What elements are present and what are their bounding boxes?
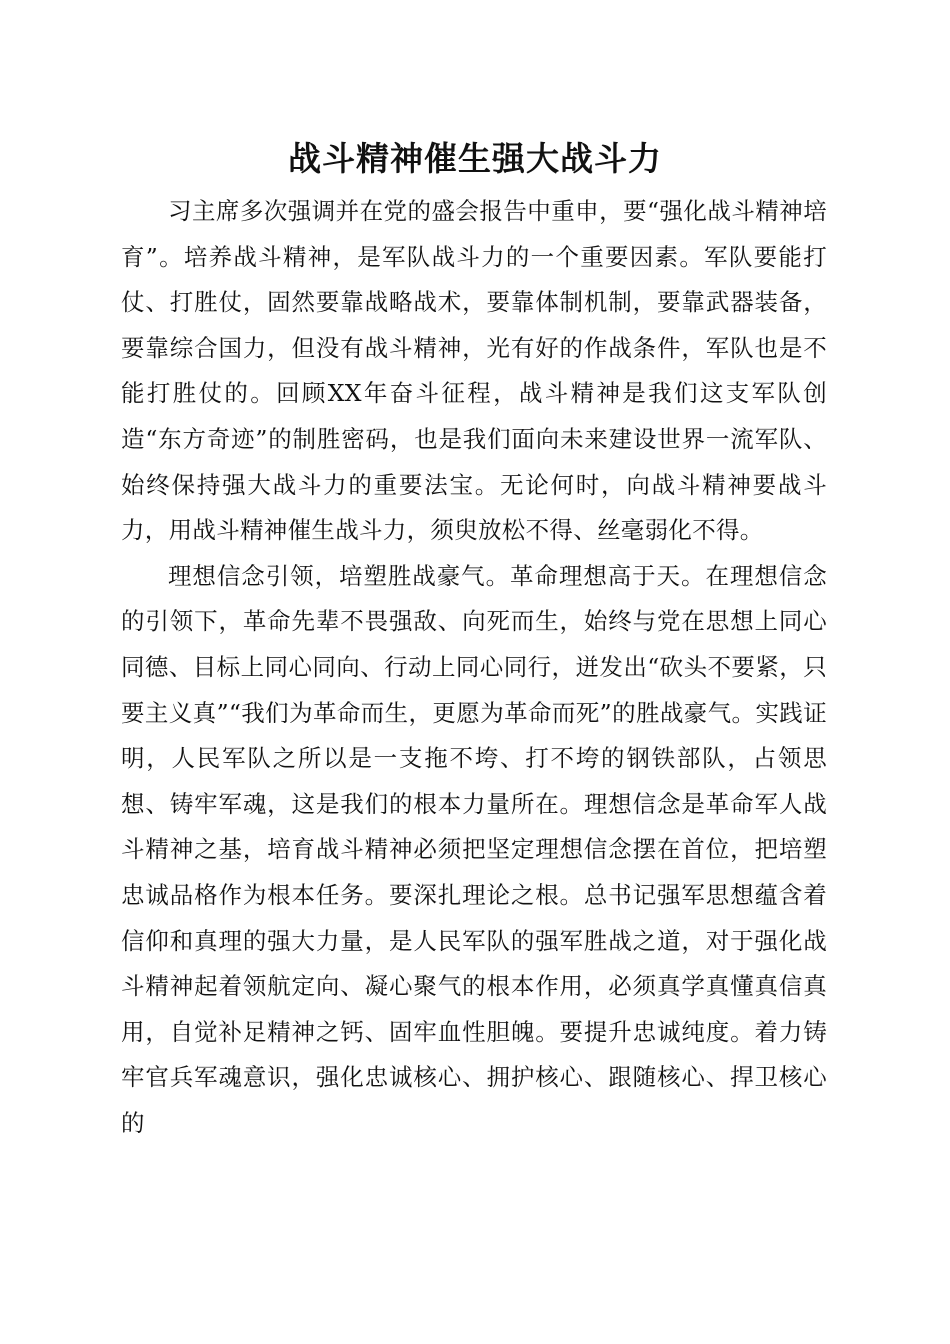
document-title: 战斗精神催生强大战斗力 bbox=[288, 139, 662, 178]
paragraph-intro: 习主席多次强调并在党的盛会报告中重申，要“强化战斗精神培育”。培养战斗精神，是军队战斗力的一个重要因素。军队要能打仗、打胜仗，固然要靠战略战术，要靠体制机制，要靠武器装备，要靠综合国力，但没有战斗精神，光有好的作战条件，军队也是不能打胜仗的。回顾XX年奋斗征程，战斗精神是我们这支军队创造“东方奇迹”的制胜密码，也是我们面向未来建设世界一流军队、始终保持强大战斗力的重要法宝。无论何时，向战斗精神要战斗力，用战斗精神催生战斗力，须臾放松不得、丝毫弱化不得。 bbox=[121, 197, 827, 545]
document-body bbox=[121, 189, 827, 1146]
paragraph-ideals: 理想信念引领，培塑胜战豪气。革命理想高于天。在理想信念的引领下，革命先辈不畏强敌、向死而生，始终与党在思想上同心同德、目标上同心同向、行动上同心同行，迸发出“砍头不要紧，只要主义真”“我们为革命而生，更愿为革命而死”的胜战豪气。实践证明，人民军队之所以是一支拖不垮、打不垮的钢铁部队，占领思想、铸牢军魂，这是我们的根本力量所在。理想信念是革命军人战斗精神之基，培育战斗精神必须把坚定理想信念摆在首位，把培塑忠诚品格作为根本任务。要深扎理论之根。总书记强军思想蕴含着信仰和真理的强大力量，是人民军队的强军胜战之道，对于强化战斗精神起着领航定向、凝心聚气的根本作用，必须真学真懂真信真用，自觉补足精神之钙、固牢血性胆魄。要提升忠诚纯度。着力铸牢官兵军魂意识，强化忠诚核心、拥护核心、跟随核心、捍卫核心的 bbox=[121, 561, 827, 1137]
